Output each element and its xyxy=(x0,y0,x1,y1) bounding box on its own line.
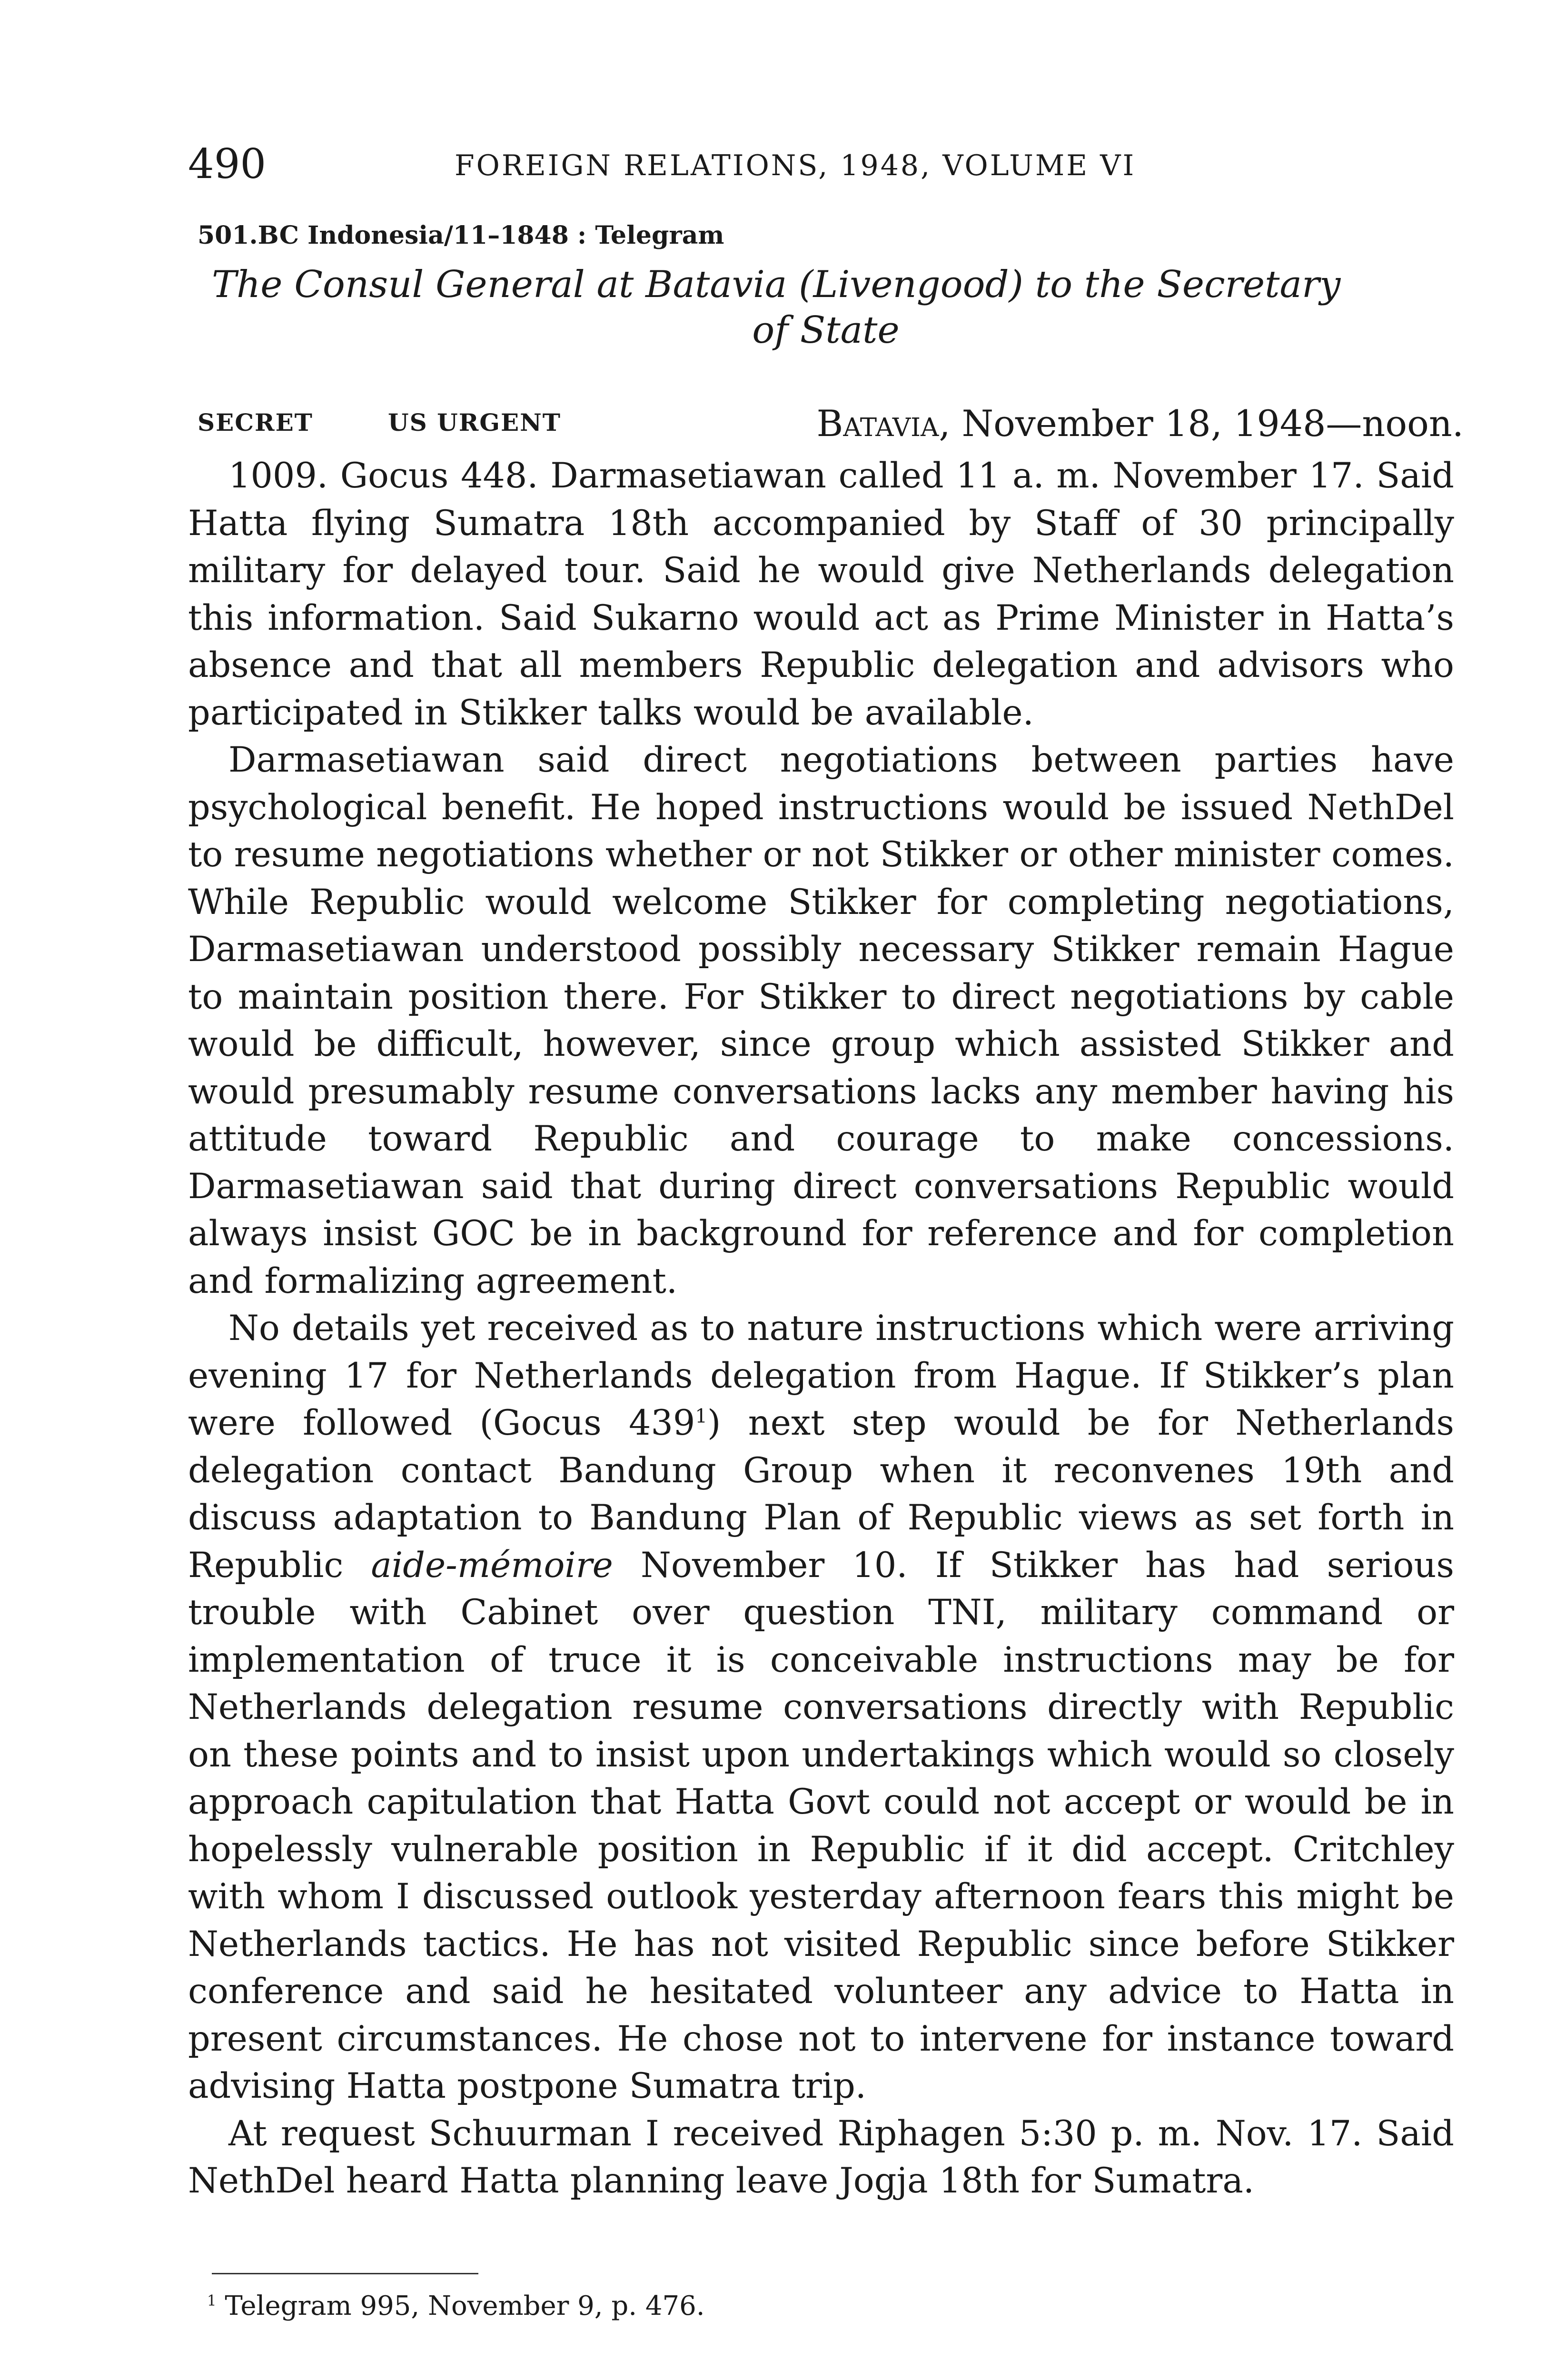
aide-memoire-term: aide-mémoire xyxy=(371,1545,613,1586)
dateline-date: November 18, 1948—noon. xyxy=(950,402,1464,445)
body-paragraph-1: 1009. Gocus 448. Darmasetiawan called 11 a. m. November 17. Said Hatta flying Sumatra 18th accompanied by Staff of 30 principally military for delayed tour. Said he would give Netherlands delegation this information. Said Sukarno would act as Prime Minister in Hatta’s absence and that all members Republic delegation and advisors who participated in Stikker talks would be available. xyxy=(188,456,1454,733)
footnote-reference-mark: 1 xyxy=(695,1405,707,1428)
footnote-mark: 1 xyxy=(207,2292,217,2310)
body-paragraph-3-part-2: ) next step would be for Netherlands delegation contact Bandung Group when it reconvenes 19th and discuss adaptation to Bandung Plan of Republic views as set forth in Republic xyxy=(188,1403,1454,1586)
page-number: 490 xyxy=(188,140,267,188)
body-paragraph-4: At request Schuurman I received Riphagen 5:30 p. m. Nov. 17. Said NethDel heard Hatta planning leave Jogja 18th for Sumatra. xyxy=(188,2113,1454,2201)
document-title xyxy=(212,262,1440,353)
dateline-place: Batavia, xyxy=(816,402,951,445)
body-paragraph-2: Darmasetiawan said direct negotiations between parties have psychological benefit. He hoped instructions would be issued NethDel to resume negotiations whether or not Stikker or other minister comes. While Republic would welcome Stikker for completing negotiations, Darmasetiawan understood possibly necessary Stikker remain Hague to maintain position there. For Stikker to direct negotiations by cable would be difficult, however, since group which assisted Stikker and would presumably resume conversations lacks any member having his attitude toward Republic and courage to make concessions. Darmasetiawan said that during direct conversations Republic would always insist GOC be in background for reference and for completion and formalizing agreement. xyxy=(188,740,1454,1301)
footnote-divider xyxy=(212,2273,478,2274)
telegram-body xyxy=(188,452,1454,2205)
document-title-line-1: The Consul General at Batavia (Livengood) to the Secretary xyxy=(212,263,1341,306)
running-title: FOREIGN RELATIONS, 1948, VOLUME VI xyxy=(455,149,1136,182)
body-paragraph-3 xyxy=(188,1305,1454,2110)
dateline-row xyxy=(198,400,1464,452)
footnote xyxy=(207,2287,705,2325)
body-paragraph-3-part-3: November 10. If Stikker has had serious trouble with Cabinet over question TNI, military command or implementation of truce it is conceivable instructions may be for Netherlands delegation resume conversations directly with Republic on these points and to insist upon undertakings which would so closely approach capitulation that Hatta Govt could not accept or would be in hopelessly vulnerable position in Republic if it did accept. Critchley with whom I discussed outlook yesterday afternoon fears this might be Netherlands tactics. He has not visited Republic since before Stikker conference and said he hesitated volunteer any advice to Hatta in present circumstances. He chose not to intervene for instance toward advising Hatta postpone Sumatra trip. xyxy=(188,1545,1454,2106)
body-paragraph-3-part-1: No details yet received as to nature instructions which were arriving evening 17 for Netherlands delegation from Hague. If Stikker’s plan were followed (Gocus 439 xyxy=(188,1308,1454,1443)
document-page xyxy=(188,129,1464,2321)
footnote-text: Telegram 995, November 9, p. 476. xyxy=(216,2291,705,2321)
document-title-line-2: of State xyxy=(752,309,900,352)
running-head xyxy=(188,138,1464,190)
file-reference: 501.BC Indonesia/11–1848 : Telegram xyxy=(198,221,724,250)
dateline xyxy=(817,400,1464,447)
precedence-label: US URGENT xyxy=(388,408,561,436)
classification-label: SECRET xyxy=(198,408,313,436)
